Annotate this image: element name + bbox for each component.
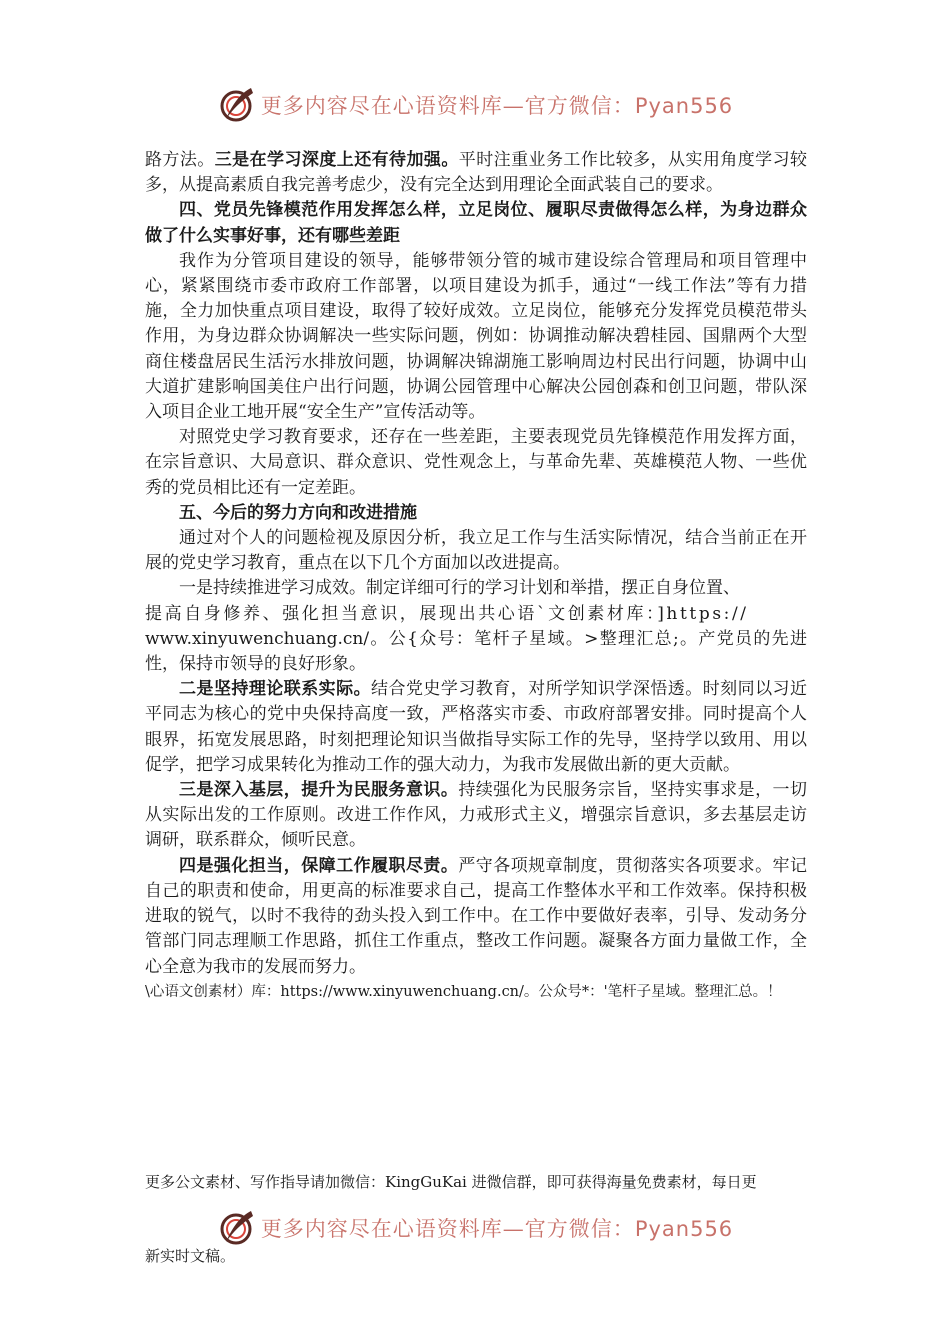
banner-wechat-id: Pyan556: [634, 94, 734, 118]
paragraph-continuation: 路方法。三是在学习深度上还有待加强。平时注重业务工作比较多，从实用角度学习较多，从提高素质自我完善考虑少，没有完全达到用理论全面武装自己的要求。: [145, 150, 808, 196]
footer-line-1: 更多公文素材、写作指导请加微信：KingGuKai 进微信群，即可获得海量免费素材，每日更: [145, 1173, 757, 1191]
footer-line-2: 新实时文稿。: [145, 1247, 236, 1265]
quill-logo-icon: [217, 85, 257, 125]
paragraph-measure-3: 三是深入基层，提升为民服务意识。持续强化为民服务宗旨，坚持实事求是，一切从实际出发的工作原则。改进工作作风，力戒形式主义，增强宗旨意识，多去基层走访调研，联系群众，倾听民意。: [145, 780, 808, 851]
section-heading-4: 四、党员先锋模范作用发挥怎么样，立足岗位、履职尽责做得怎么样，为身边群众做了什么实事好事，还有哪些差距: [145, 200, 807, 246]
bottom-banner: [0, 1206, 950, 1250]
document-body: [145, 148, 807, 1005]
paragraph-measure-4: 四是强化担当，保障工作履职尽责。严守各项规章制度，贯彻落实各项要求。牢记自己的职责和使命，用更高的标准要求自己，提高工作整体水平和工作效率。保持积极进取的锐气，以时不我待的劲头投入到工作中。在工作中要做好表率，引导、发动务分管部门同志理顺工作思路，抓住工作重点，整改工作问题。凝聚各方面力量做工作，全心全意为我市的发展而努力。: [145, 855, 808, 977]
bottom-banner-wechat-id: Pyan556: [634, 1217, 734, 1241]
quill-logo-icon: [217, 1208, 257, 1248]
paragraph-source-note: \心语文创素材）库：https://www.xinyuwenchuang.cn/。公众号*：'笔杆子星域。整理汇总。！: [145, 983, 782, 1000]
paragraph-measure-1: 一是持续推进学习成效。制定详细可行的学习计划和举措，摆正自身位置、 提高自身修养、强化担当意识，展现出共心语`文创素材库：]https:// www.xinyuwenchuang.cn/。公{众号：笔杆子星域。>整理汇总;。产党员的先进性，保持市领导的良好形象。: [145, 578, 807, 675]
paragraph-project-work: 我作为分管项目建设的领导，能够带领分管的城市建设综合管理局和项目管理中心，紧紧围绕市委市政府工作部署，以项目建设为抓手，通过“一线工作法”等有力措施，全力加快重点项目建设，取得了较好成效。立足岗位，能够充分发挥党员模范带头作用，为身边群众协调解决一些实际问题，例如：协调推动解决碧桂园、国鼎两个大型商住楼盘居民生活污水排放问题，协调解决锦湖施工影响周边村民出行问题，协调中山大道扩建影响国美住户出行问题，协调公园管理中心解决公园创森和创卫问题，带队深入项目企业工地开展“安全生产”宣传活动等。: [145, 250, 807, 423]
bottom-banner-title: 更多内容尽在心语资料库—官方微信：Pyan556: [260, 1217, 734, 1241]
paragraph-measure-2: 二是坚持理论联系实际。结合党史学习教育，对所学知识学深悟透。时刻同以习近平同志为核心的党中央保持高度一致，严格落实市委、市政府部署安排。同时提高个人眼界，拓宽发展思路，时刻把理论知识当做指导实际工作的先导，坚持学以致用、用以促学，把学习成果转化为推动工作的强大动力，为我市发展做出新的更大贡献。: [145, 679, 808, 775]
paragraph-intro-measures: 通过对个人的问题检视及原因分析，我立足工作与生活实际情况，结合当前正在开展的党史学习教育，重点在以下几个方面加以改进提高。: [145, 528, 807, 574]
section-heading-5: 五、今后的努力方向和改进措施: [179, 502, 417, 523]
banner-content: [217, 85, 733, 125]
top-banner: [0, 83, 950, 127]
bottom-banner-content: [217, 1208, 733, 1248]
banner-title: 更多内容尽在心语资料库—官方微信：Pyan556: [260, 94, 734, 118]
paragraph-gaps: 对照党史学习教育要求，还存在一些差距，主要表现党员先锋模范作用发挥方面，在宗旨意识、大局意识、群众意识、党性观念上，与革命先辈、英雄模范人物、一些优秀的党员相比还有一定差距。: [145, 427, 807, 498]
